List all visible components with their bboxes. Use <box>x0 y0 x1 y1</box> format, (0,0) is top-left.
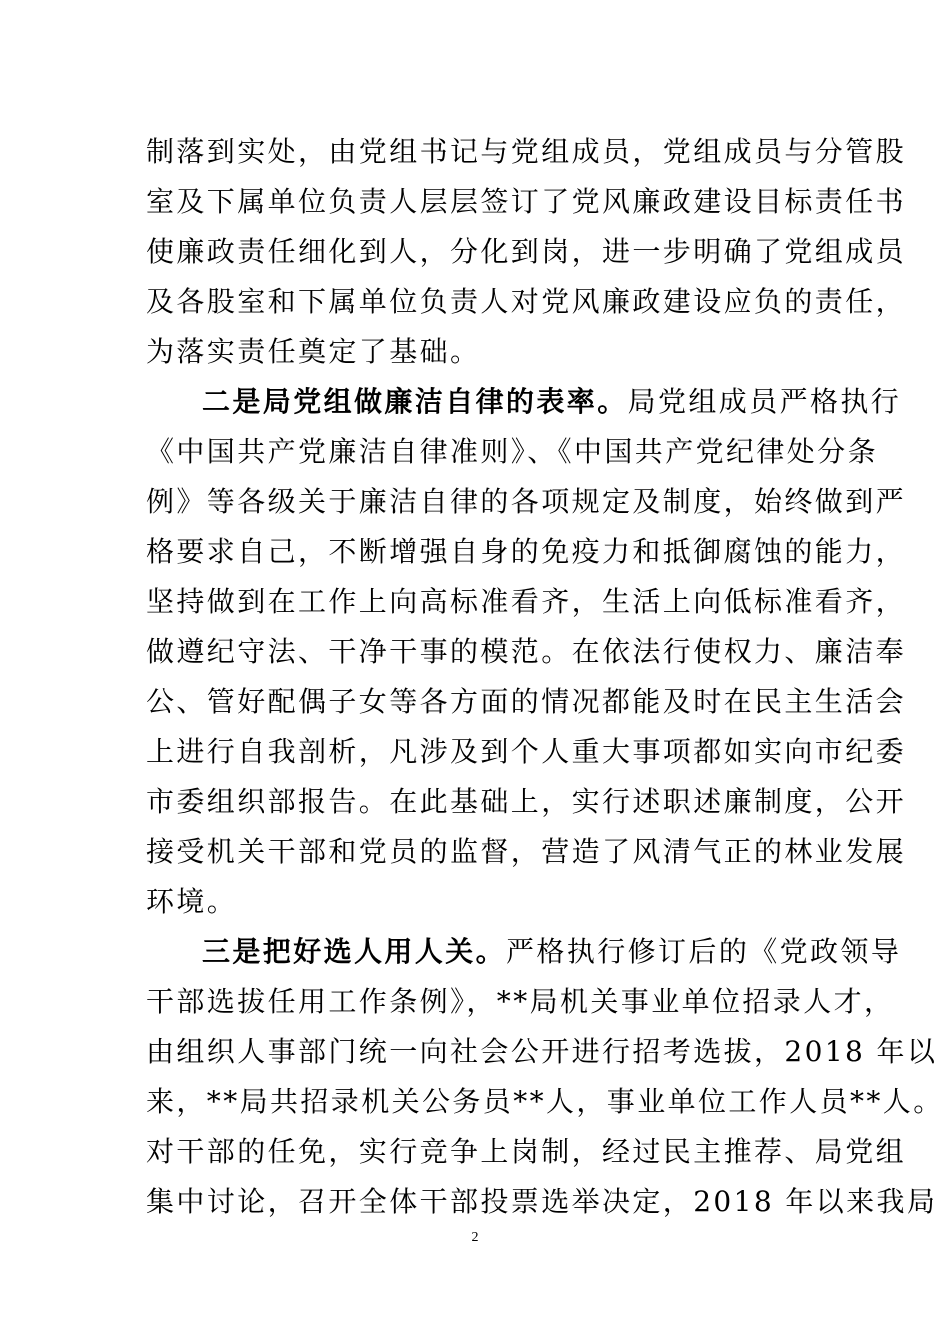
text-line: 上进行自我剖析，凡涉及到个人重大事项都如实向市纪委 <box>146 735 907 768</box>
text-line: 及各股室和下属单位负责人对党风廉政建设应负的责任， <box>146 285 907 318</box>
paragraph-three-heading: 三是把好选人用人关。 <box>202 935 507 968</box>
paragraph-three-first-line <box>202 932 902 972</box>
text-line: 使廉政责任细化到人，分化到岗，进一步明确了党组成员 <box>146 235 907 268</box>
text-line: 为落实责任奠定了基础。 <box>146 335 481 368</box>
page-number: 2 <box>471 1230 479 1245</box>
paragraph-two-first-line <box>202 382 902 422</box>
text-line: 来，**局共招录机关公务员**人，事业单位工作人员**人。 <box>146 1085 944 1118</box>
text-line: 接受机关干部和党员的监督，营造了风清气正的林业发展 <box>146 835 907 868</box>
text-line: 例》等各级关于廉洁自律的各项规定及制度，始终做到严 <box>146 485 907 518</box>
text-line: 做遵纪守法、干净干事的模范。在依法行使权力、廉洁奉 <box>146 635 907 668</box>
paragraph-three-lead-text: 严格执行修订后的《党政领导 <box>506 935 902 968</box>
text-line: 《中国共产党廉洁自律准则》、《中国共产党纪律处分条 <box>146 435 879 468</box>
text-line: 由组织人事部门统一向社会公开进行招考选拔，2018 年以 <box>146 1035 938 1068</box>
text-line: 坚持做到在工作上向高标准看齐，生活上向低标准看齐， <box>146 585 907 618</box>
paragraph-two-lead-text: 局党组成员严格执行 <box>627 385 902 418</box>
text-line: 公、管好配偶子女等各方面的情况都能及时在民主生活会 <box>146 685 907 718</box>
text-line: 室及下属单位负责人层层签订了党风廉政建设目标责任书 <box>146 185 907 218</box>
text-line: 市委组织部报告。在此基础上，实行述职述廉制度，公开 <box>146 785 907 818</box>
text-line: 集中讨论，召开全体干部投票选举决定，2018 年以来我局 <box>146 1185 938 1218</box>
text-line: 格要求自己，不断增强自身的免疫力和抵御腐蚀的能力， <box>146 535 907 568</box>
text-line: 环境。 <box>146 885 238 918</box>
paragraph-two-heading: 二是局党组做廉洁自律的表率。 <box>202 385 628 418</box>
text-line: 对干部的任免，实行竞争上岗制，经过民主推荐、局党组 <box>146 1135 907 1168</box>
text-line: 制落到实处，由党组书记与党组成员，党组成员与分管股 <box>146 135 907 168</box>
text-line: 干部选拔任用工作条例》，**局机关事业单位招录人才， <box>146 985 895 1018</box>
